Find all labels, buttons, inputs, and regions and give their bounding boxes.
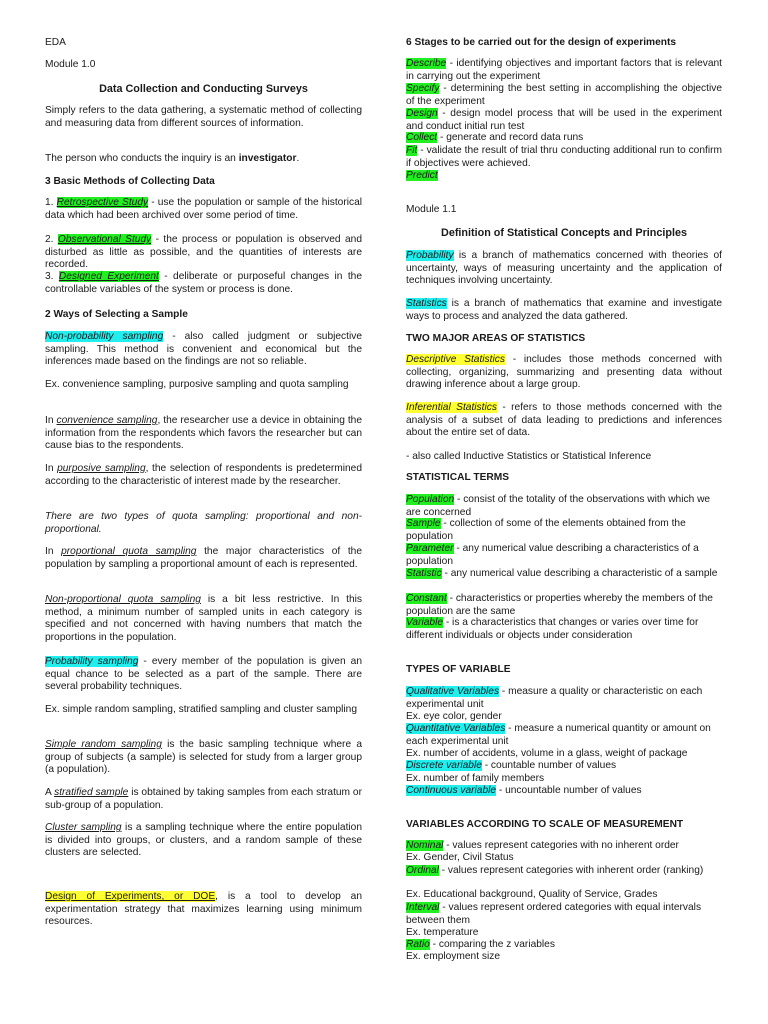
section-title: Definition of Statistical Concepts and Principles: [441, 227, 687, 239]
scale-heading: VARIABLES ACCORDING TO SCALE OF MEASUREMENT: [406, 819, 684, 830]
term-highlight: Nominal: [406, 840, 444, 851]
stage-item: Describe - identifying objectives and important factors that is relevant in carrying out the experiment: [406, 58, 722, 82]
qualitative-example: Ex. eye color, gender: [406, 711, 502, 722]
term-highlight: Inferential Statistics: [406, 402, 497, 413]
stratified-paragraph: A stratified sample is obtained by taking samples from each stratum or sub-group of a population.: [45, 787, 362, 811]
stages-heading: 6 Stages to be carried out for the design of experiments: [406, 37, 677, 48]
probability-sampling-paragraph: Probability sampling - every member of the population is given an equal chance to be selected as a part of the sample. There are several probability techniques.: [45, 656, 362, 693]
intro-paragraph: Simply refers to the data gathering, a systematic method of collecting and measuring data from different sources of information.: [45, 105, 362, 129]
term-highlight: Ordinal: [406, 865, 439, 876]
term-highlight: Design: [406, 108, 438, 119]
method-item: 1. Retrospective Study - use the population or sample of the historical data which had been archived over some period of time.: [45, 197, 362, 221]
term-item: Parameter - any numerical value describing a characteristics of a population: [406, 543, 699, 567]
qualitative-item: Qualitative Variables - measure a quality or characteristic on each experimental unit: [406, 686, 703, 710]
page-title: Data Collection and Conducting Surveys: [99, 83, 308, 95]
method-item: 2. Observational Study - the process or population is observed and disturbed as little as possible, and the quantities of interests are recorded.: [45, 234, 362, 271]
proportional-paragraph: In proportional quota sampling the major characteristics of the population by sampling a proportional amount of each is represented.: [45, 546, 362, 570]
investigator-paragraph: The person who conducts the inquiry is an investigator.: [45, 153, 300, 164]
term-highlight: Constant: [406, 593, 447, 604]
quantitative-item: Quantitative Variables - measure a numerical quantity or amount on each experimental unit: [406, 723, 711, 747]
terms-heading: STATISTICAL TERMS: [406, 472, 510, 483]
stage-item: Fit - validate the result of trial thru conducting additional run to confirm if objectives were achieved.: [406, 145, 722, 169]
discrete-example: Ex. number of family members: [406, 773, 545, 784]
term-highlight: Quantitative Variables: [406, 723, 506, 734]
convenience-paragraph: In convenience sampling, the researcher use a device in obtaining the information from the respondents which favors the researcher but can cause bias to the respondents.: [45, 415, 363, 452]
term-highlight: Fit: [406, 145, 418, 156]
term-item: Constant - characteristics or properties whereby the members of the population are the same: [406, 593, 713, 617]
term-highlight: Predict: [406, 170, 438, 181]
term-highlight: Designed Experiment: [58, 271, 159, 282]
ways-heading: 2 Ways of Selecting a Sample: [45, 309, 188, 320]
areas-heading: TWO MAJOR AREAS OF STATISTICS: [406, 333, 586, 344]
ratio-item: Ratio - comparing the z variables: [406, 939, 555, 950]
types-heading: TYPES OF VARIABLE: [406, 664, 511, 675]
method-item: 3. Designed Experiment - deliberate or purposeful changes in the controllable variables of the system or process is done.: [45, 271, 362, 295]
term-highlight: Probability: [406, 250, 454, 261]
interval-item: Interval - values represent ordered categories with equal intervals between them: [406, 902, 702, 926]
course-label: EDA: [45, 37, 66, 48]
purposive-paragraph: In purposive sampling, the selection of respondents is predetermined according to the characteristic of interest made by the researcher.: [45, 463, 362, 487]
nominal-item: Nominal - values represent categories with no inherent order: [406, 840, 679, 851]
inferential-paragraph: Inferential Statistics - refers to those methods concerned with the analysis of a subset of data leading to predictions and inferences about the entire set of data.: [406, 402, 722, 439]
term-highlight: Ratio: [406, 939, 430, 950]
nonprob-paragraph: Non-probability sampling - also called judgment or subjective sampling. This method is convenient and economical but the inferences made based on the findings are not so reliable.: [45, 331, 362, 368]
stage-item: Collect - generate and record data runs: [406, 132, 584, 143]
term-item: Statistic - any numerical value describing a characteristic of a sample: [406, 568, 718, 579]
term-highlight: Population: [406, 494, 455, 505]
cluster-paragraph: Cluster sampling is a sampling technique where the entire population is divided into groups, or clusters, and a random sample of these clusters are selected.: [45, 822, 362, 859]
term-highlight: Retrospective Study: [56, 197, 149, 208]
nominal-example: Ex. Gender, Civil Status: [406, 852, 514, 863]
continuous-item: Continuous variable - uncountable number of values: [406, 785, 642, 796]
term-highlight: Probability sampling: [45, 656, 139, 667]
ordinal-item: Ordinal - values represent categories with inherent order (ranking): [406, 865, 704, 876]
descriptive-paragraph: Descriptive Statistics - includes those methods concerned with collecting, organizing, summarizing and presenting data without drawing inference about a large group.: [406, 354, 722, 391]
term-highlight: Interval: [406, 902, 440, 913]
term-highlight: Non-probability sampling: [45, 331, 164, 342]
probability-example: Ex. simple random sampling, stratified sampling and cluster sampling: [45, 704, 357, 715]
term-highlight: Describe: [406, 58, 447, 69]
term-highlight: Collect: [406, 132, 438, 143]
term-highlight: Qualitative Variables: [406, 686, 500, 697]
nonproportional-paragraph: Non-proportional quota sampling is a bit less restrictive. In this method, a minimum number of sampled units in each category is specified and not concerned with having numbers that match the proportions in the population.: [45, 594, 362, 643]
stage-item: Design - design model process that will be used in the experiment and conduct initial run test: [406, 108, 722, 132]
term-highlight: Descriptive Statistics: [406, 354, 505, 365]
ratio-example: Ex. employment size: [406, 951, 500, 962]
discrete-item: Discrete variable - countable number of values: [406, 760, 617, 771]
term-highlight: Sample: [406, 518, 441, 529]
inferential-note: - also called Inductive Statistics or Statistical Inference: [406, 451, 652, 462]
module-label: Module 1.1: [406, 204, 457, 215]
stage-item: Specify - determining the best setting in accomplishing the objective of the experiment: [406, 83, 722, 107]
term-highlight: Statistic: [406, 568, 442, 579]
statistics-paragraph: Statistics is a branch of mathematics that examine and investigate ways to process and analyzed the data gathered.: [406, 298, 722, 322]
term-highlight: Design of Experiments, or DOE: [45, 891, 216, 902]
term-highlight: Statistics: [406, 298, 447, 309]
term-highlight: Discrete variable: [406, 760, 482, 771]
simple-random-paragraph: Simple random sampling is the basic sampling technique where a group of subjects (a sample) is selected for study from a larger group (a population).: [45, 739, 362, 776]
stage-item: [406, 170, 722, 183]
quantitative-example: Ex. number of accidents, volume in a glass, weight of package: [406, 748, 688, 759]
module-label: Module 1.0: [45, 59, 96, 70]
methods-heading: 3 Basic Methods of Collecting Data: [45, 176, 215, 187]
doe-paragraph: Design of Experiments, or DOE, is a tool to develop an experimentation strategy that maximizes learning using minimum resources.: [45, 891, 362, 928]
term-item: Variable - is a characteristics that changes or varies over time for different individuals or objects under consideration: [406, 617, 699, 641]
term-highlight: Parameter: [406, 543, 454, 554]
quota-note: There are two types of quota sampling: proportional and non-proportional.: [45, 511, 362, 535]
nonprob-example: Ex. convenience sampling, purposive sampling and quota sampling: [45, 379, 349, 390]
term-highlight: Specify: [406, 83, 440, 94]
ordinal-example: Ex. Educational background, Quality of Service, Grades: [406, 889, 658, 900]
term-highlight: Continuous variable: [406, 785, 497, 796]
term-highlight: Variable: [406, 617, 443, 628]
term-item: Population - consist of the totality of the observations with which we are concerned: [406, 494, 711, 518]
term-highlight: Observational Study: [57, 234, 152, 245]
term-item: Sample - collection of some of the elements obtained from the population: [406, 518, 686, 542]
interval-example: Ex. temperature: [406, 927, 479, 938]
probability-paragraph: Probability is a branch of mathematics concerned with theories of uncertainty, ways of measuring uncertainty and the application of techniques involving uncertainty.: [406, 250, 722, 287]
